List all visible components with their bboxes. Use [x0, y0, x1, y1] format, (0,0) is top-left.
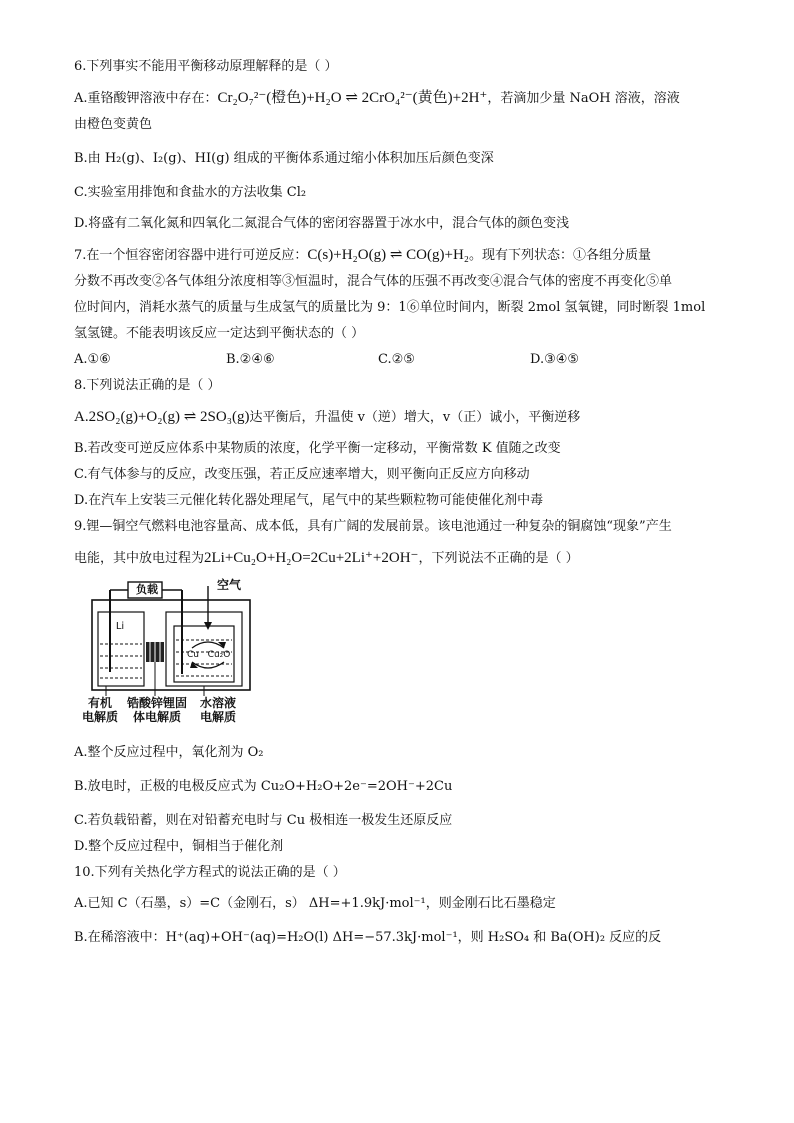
q6-option-c: C.实验室用排饱和食盐水的方法收集 Cl₂ [74, 185, 307, 200]
q8-stem: 8.下列说法正确的是（ ） [74, 378, 221, 393]
q9-option-a: A.整个反应过程中，氧化剂为 O₂ [74, 745, 264, 760]
aqueous-electrolyte-label-line-1: 水溶液 [199, 696, 236, 710]
q6-option-d: D.将盛有二氧化氮和四氧化二氮混合气体的密闭容器置于冰水中，混合气体的颜色变浅 [74, 216, 570, 231]
q7-option-c: C.②⑤ [378, 352, 415, 367]
q6-option-b: B.由 H₂(g)、I₂(g)、HI(g) 组成的平衡体系通过缩小体积加压后颜色变深 [74, 151, 494, 166]
q8-a-text: 达平衡后，升温使 v（逆）增大，v（正）诚小，平衡逆移 [249, 410, 581, 425]
q7-option-d: D.③④⑤ [530, 352, 580, 367]
q6-a-equation: Cr₂O₇²⁻(橙色)+H₂O ⇌ 2CrO₄²⁻(黄色)+2H⁺ [217, 90, 488, 106]
q7-options [74, 351, 734, 369]
q7-option-b: B.②④⑥ [226, 352, 275, 367]
q9-option-d: D.整个反应过程中，铜相当于催化剂 [74, 839, 284, 854]
q8-option-c: C.有气体参与的反应，改变压强，若正反应速率增大，则平衡向正反应方向移动 [74, 467, 530, 482]
solid-electrolyte-label-line-1: 锆酸锌锂固 [126, 696, 187, 710]
organic-electrolyte-label [76, 696, 124, 724]
li-electrode-label: Li [115, 621, 125, 632]
q9-l2-suffix: ，下列说法不正确的是（ ） [418, 551, 579, 566]
q6-option-a [74, 89, 734, 108]
battery-diagram [76, 578, 266, 738]
solid-electrolyte-label-line-2: 体电解质 [132, 710, 181, 724]
q6-a-suffix: ，若滴加少量 NaOH 溶液，溶液 [487, 91, 680, 106]
q8-option-b: B.若改变可逆反应体系中某物质的浓度，化学平衡一定移动，平衡常数 K 值随之改变 [74, 441, 561, 456]
q8-option-d: D.在汽车上安装三元催化转化器处理尾气，尾气中的某些颗粒物可能使催化剂中毒 [74, 493, 544, 508]
q7-l1-prefix: 7.在一个恒容密闭容器中进行可逆反应： [74, 248, 308, 263]
q7-l1-suffix: 。现有下列状态：①各组分质量 [469, 248, 652, 263]
solid-electrolyte-label [124, 696, 190, 724]
q9-l2-prefix: 电能，其中放电过程为 [74, 551, 205, 566]
q9-option-c: C.若负载铅蓄，则在对铅蓄充电时与 Cu 极相连一极发生还原反应 [74, 813, 453, 828]
q6-a-continuation: 由橙色变黄色 [74, 117, 153, 132]
organic-electrolyte-label-line-1: 有机 [87, 696, 112, 710]
air-label: 空气 [216, 578, 241, 592]
q9-option-b: B.放电时，正极的电极反应式为 Cu₂O+H₂O+2e⁻=2OH⁻+2Cu [74, 779, 453, 794]
cu2o-label: Cu₂O [207, 650, 231, 660]
q9-equation: 2Li+Cu₂O+H₂O=2Cu+2Li⁺+2OH⁻ [204, 550, 419, 566]
exam-page [74, 58, 734, 947]
q7-line-4: 氢氢键。不能表明该反应一定达到平衡状态的（ ） [74, 326, 365, 341]
q7-option-a: A.①⑥ [74, 352, 111, 367]
q7-equation: C(s)+H₂O(g) ⇌ CO(g)+H₂ [307, 247, 470, 263]
q8-option-a [74, 408, 734, 427]
battery-diagram-drawing [76, 578, 266, 708]
q8-a-equation: A.2SO₂(g)+O₂(g) ⇌ 2SO₃(g) [74, 409, 250, 425]
q7-line-1 [74, 246, 734, 265]
aqueous-electrolyte-label [190, 696, 246, 724]
q6-a-prefix: A.重铬酸钾溶液中存在： [74, 91, 218, 106]
aqueous-electrolyte-label-line-2: 电解质 [199, 710, 236, 724]
cu-electrode-label: Cu [187, 650, 199, 660]
q7-line-3: 位时间内，消耗水蒸气的质量与生成氢气的质量比为 9：1⑥单位时间内，断裂 2mol 氢氧键，同时断裂 1mol [74, 300, 706, 315]
q10-stem: 10.下列有关热化学方程式的说法正确的是（ ） [74, 865, 346, 880]
load-label: 负载 [136, 583, 158, 596]
q6-stem: 6.下列事实不能用平衡移动原理解释的是（ ） [74, 59, 338, 74]
organic-electrolyte-label-line-2: 电解质 [81, 710, 118, 724]
q10-option-a: A.已知 C（石墨，s）=C（金刚石，s） ΔH=+1.9kJ·mol⁻¹，则金刚石比石墨稳定 [74, 896, 556, 911]
q9-line-2 [74, 549, 734, 568]
q7-line-2: 分数不再改变②各气体组分浓度相等③恒温时，混合气体的压强不再改变④混合气体的密度不再变化⑤单 [74, 274, 673, 289]
q10-option-b: B.在稀溶液中：H⁺(aq)+OH⁻(aq)=H₂O(l) ΔH=−57.3kJ·mol⁻¹，则 H₂SO₄ 和 Ba(OH)₂ 反应的反 [74, 930, 662, 945]
q9-line-1: 9.锂—铜空气燃料电池容量高、成本低，具有广阔的发展前景。该电池通过一种复杂的铜腐蚀“现象”产生 [74, 519, 672, 534]
